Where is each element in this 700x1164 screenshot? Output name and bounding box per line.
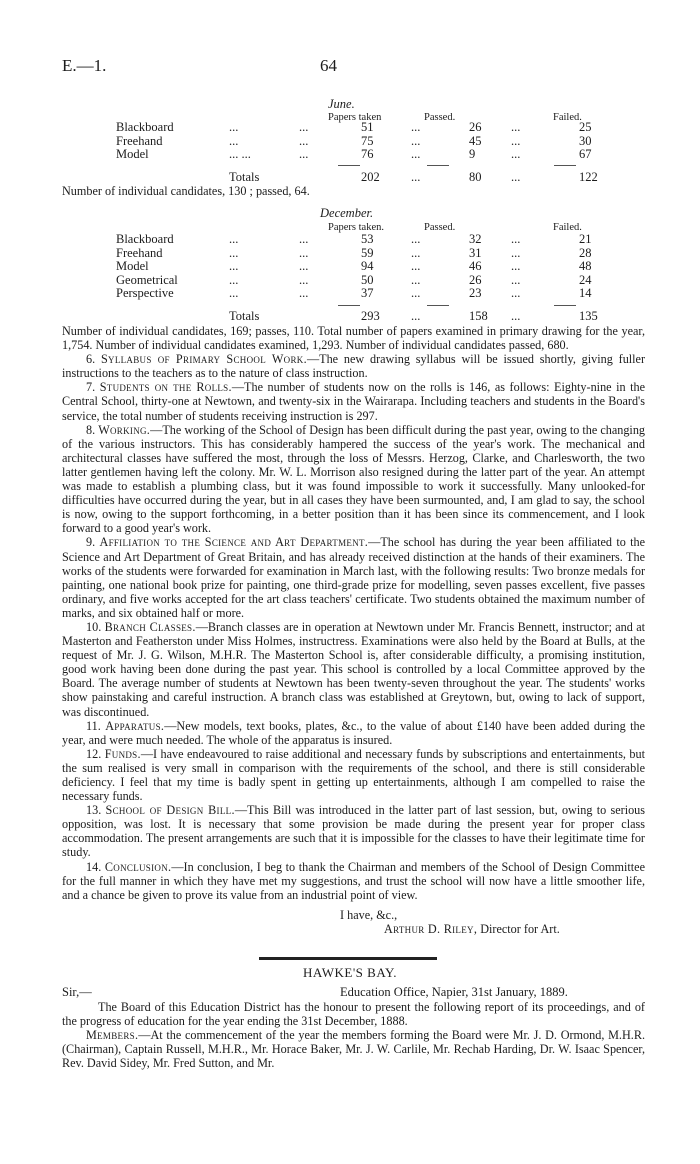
leader-dots: ... xyxy=(511,133,521,148)
leader-dots: ... xyxy=(411,170,421,184)
section-12: 12. Funds.—I have endeavoured to raise additional and necessary funds by subscriptions and entertainments, but the sum realised is very small in comparison with the requirements of the school, and there is still considerable deficiency. I feel that my time is badly spent in getting up entertainments, although I am compelled to raise the necessary funds. xyxy=(62,746,646,804)
leader-dots: ... xyxy=(229,272,239,287)
leader-dots: ... xyxy=(299,286,309,300)
subject-cell: Model xyxy=(116,147,149,161)
section-13: 13. School of Design Bill.—This Bill was introduced in the latter part of last session, but, owing to serious opposition, was lost. It is necessary that some provision be made during the present year for proper class accommodation. The present arrangements are such that it is impossible for the classes to have their legitimate time for study. xyxy=(62,803,646,860)
subject-cell: Geometrical xyxy=(116,272,178,287)
failed-cell: 28 xyxy=(579,245,592,260)
passed-cell: 9 xyxy=(469,147,476,161)
failed-cell: 48 xyxy=(579,259,592,273)
section-7: 7. Students on the Rolls.—The number of students now on the rolls is 146, as follows: Eighty-nine in the Central School, thirty-one at Newtown, and twenty-six in the Wairarapa. Including teachers and students in the Board's service, the total number of students receiving instruction is 297. xyxy=(62,380,646,423)
leader-dots: ... xyxy=(299,232,309,246)
leader-dots: ... xyxy=(299,147,309,161)
salutation: Sir,— xyxy=(62,985,92,999)
leader-dots: ... xyxy=(229,120,239,134)
leader-dots: ... xyxy=(511,286,521,300)
subject-cell: Blackboard xyxy=(116,232,174,246)
failed-cell: 21 xyxy=(579,232,592,246)
leader-dots: ... xyxy=(411,286,421,300)
passed-cell: 26 xyxy=(469,272,482,287)
june-col-papers: Papers taken xyxy=(328,112,382,123)
divider xyxy=(427,305,449,306)
passed-cell: 46 xyxy=(469,259,482,273)
table-row xyxy=(116,287,619,301)
failed-cell: 24 xyxy=(579,272,592,287)
leader-dots: ... xyxy=(511,147,521,161)
totals-label: Totals xyxy=(229,170,260,184)
leader-dots: ... xyxy=(511,309,521,323)
office-dateline: Education Office, Napier, 31st January, 1889. xyxy=(340,985,568,999)
divider xyxy=(338,305,360,306)
section-14: 14. Conclusion.—In conclusion, I beg to thank the Chairman and members of the School of Design Committee for the full manner in which they have met my suggestions, and trust the school will now have a little smoother life, and a chance be given to prove its value from an industrial point of view. xyxy=(62,859,646,902)
subject-cell: Freehand xyxy=(116,245,163,260)
leader-dots: ... ... xyxy=(229,147,251,161)
divider xyxy=(338,165,360,166)
papers-cell: 51 xyxy=(361,120,374,134)
failed-cell: 122 xyxy=(579,170,598,184)
december-caption: December. xyxy=(320,206,374,220)
papers-cell: 76 xyxy=(361,147,374,161)
leader-dots: ... xyxy=(411,232,421,246)
leader-dots: ... xyxy=(411,259,421,273)
december-totals xyxy=(116,310,619,324)
leader-dots: ... xyxy=(511,120,521,134)
papers-cell: 53 xyxy=(361,232,374,246)
members-paragraph: Members.—At the commencement of the year the members forming the Board were Mr. J. D. Ormond, M.H.R. (Chairman), Captain Russell, M.H.R., Mr. Horace Baker, Mr. J. W. Carlile, Mr. Rechab Harding, Dr. W. Isaac Spencer, Rev. David Sidey, Mr. Fred Sutton, and Mr. xyxy=(62,1028,645,1071)
table-row xyxy=(116,233,619,247)
passed-cell: 32 xyxy=(469,232,482,246)
table-row xyxy=(116,121,619,135)
leader-dots: ... xyxy=(229,232,239,246)
failed-cell: 30 xyxy=(579,133,592,148)
december-table xyxy=(116,233,619,301)
section-heading: School of Design Bill. xyxy=(105,803,235,818)
table-row xyxy=(116,260,619,274)
june-col-failed: Failed. xyxy=(553,112,582,123)
papers-cell: 75 xyxy=(361,133,374,148)
section-6: 6. Syllabus of Primary School Work.—The new drawing syllabus will be issued shortly, giving fuller instructions to the teachers as to the nature of class instruction. xyxy=(62,352,646,381)
leader-dots: ... xyxy=(299,259,309,273)
leader-dots: ... xyxy=(299,272,309,287)
section-heading: Conclusion. xyxy=(104,859,172,874)
leader-dots: ... xyxy=(229,245,239,260)
leader-dots: ... xyxy=(511,272,521,287)
december-col-papers: Papers taken. xyxy=(328,222,384,233)
table-row xyxy=(116,274,619,288)
signature-closing: I have, &c., xyxy=(340,908,398,922)
hawkes-bay-body xyxy=(62,1000,645,1070)
failed-cell: 135 xyxy=(579,309,598,323)
leader-dots: ... xyxy=(229,133,239,148)
leader-dots: ... xyxy=(299,245,309,260)
leader-dots: ... xyxy=(229,259,239,273)
divider xyxy=(554,165,576,166)
june-totals xyxy=(116,171,619,185)
june-table xyxy=(116,121,619,162)
subject-cell: Model xyxy=(116,259,149,273)
leader-dots: ... xyxy=(411,309,421,323)
june-note: Number of individual candidates, 130 ; passed, 64. xyxy=(62,184,310,198)
section-heading: Members. xyxy=(86,1028,139,1043)
leader-dots: ... xyxy=(299,133,309,148)
papers-cell: 37 xyxy=(361,286,374,300)
signatory-name: Arthur D. Riley, xyxy=(384,922,478,936)
leader-dots: ... xyxy=(511,259,521,273)
june-caption: June. xyxy=(328,97,355,111)
section-heading: Working. xyxy=(98,422,151,437)
leader-dots: ... xyxy=(511,170,521,184)
december-note: Number of individual candidates, 169; passes, 110. Total number of papers examined in primary drawing for the year, 1,754. Number of individual candidates examined, 1,293. Number of individual candidates passed, 680. xyxy=(62,324,645,353)
leader-dots: ... xyxy=(411,147,421,161)
papers-cell: 50 xyxy=(361,272,374,287)
section-8: 8. Working.—The working of the School of Design has been difficult during the past year, owing to the changing of the various instructors. This has considerably hampered the success of the year's work. The mechanical and architectural classes have suffered the most, through the loss of Messrs. Herzog, Clarke, and Charlesworth, the two latter gentlemen having left the colony. Mr. W. L. Morrison also resigned during the latter part of the year. An attempt was made to establish a plumbing class, but it was found impossible to work it successfully. Many unlooked-for difficulties have occurred during the year, but in all cases they have been surmounted, and, I am glad to say, the school is now, owing to the support forthcoming, in a better position than it has been since its commencement, and I look forward to a good year's work. xyxy=(62,422,646,536)
leader-dots: ... xyxy=(411,133,421,148)
december-col-failed: Failed. xyxy=(553,222,582,233)
papers-cell: 59 xyxy=(361,245,374,260)
december-col-passed: Passed. xyxy=(424,222,456,233)
section-heading: Students on the Rolls. xyxy=(99,380,232,395)
table-row xyxy=(116,135,619,149)
totals-row xyxy=(116,171,619,185)
subject-cell: Freehand xyxy=(116,133,163,148)
document-code: E.—1. xyxy=(62,56,107,75)
june-col-passed: Passed. xyxy=(424,112,456,123)
leader-dots: ... xyxy=(411,245,421,260)
section-11: 11. Apparatus.—New models, text books, plates, &c., to the value of about £140 have been added during the year, and were much needed. The whole of the apparatus is insured. xyxy=(62,718,645,747)
leader-dots: ... xyxy=(299,120,309,134)
signatory-title: Director for Art. xyxy=(480,922,560,936)
passed-cell: 158 xyxy=(469,309,488,323)
divider xyxy=(427,165,449,166)
section-9: 9. Affiliation to the Science and Art Department.—The school has during the year been affiliated to the Science and Art Department of Great Britain, and has already received distinction at the hands of their examiners. The works of the students were forwarded for examination in March last, with the following results: Two bronze medals for painting, one national book prize for painting, one third-grade prize for modelling, seven passes excellent, five passes ordinary, and five works accepted for the art class teachers' certificate. Two students obtained the maximum number of marks, and six obtained half or more. xyxy=(62,535,645,620)
leader-dots: ... xyxy=(411,120,421,134)
leader-dots: ... xyxy=(411,272,421,287)
table-row xyxy=(116,247,619,261)
section-10: 10. Branch Classes.—Branch classes are in operation at Newtown under Mr. Francis Bennett, instructor; and at Masterton and Featherston under Miss Holmes, instructress. Examinations were also held by the Board at Bulls, at the request of Mr. J. G. Wilson, M.H.R. The Masterton School is, after considerable difficulty, a promising institution, good work having been done during the past year. This school is controlled by a local Committee approved by the Board. The average number of students at Newtown has been twenty-seven throughout the year. The students' works show painstaking and careful instruction. A branch class was established at Greytown, but, owing to lack of support, was discontinued. xyxy=(62,619,645,719)
section-heading: Syllabus of Primary School Work. xyxy=(100,352,307,367)
papers-cell: 94 xyxy=(361,259,374,273)
page-number: 64 xyxy=(320,56,337,75)
failed-cell: 14 xyxy=(579,286,592,300)
report-body xyxy=(62,324,645,902)
leader-dots: ... xyxy=(229,286,239,300)
totals-row xyxy=(116,310,619,324)
passed-cell: 31 xyxy=(469,245,482,260)
totals-label: Totals xyxy=(229,309,260,323)
section-heading: Apparatus. xyxy=(105,718,165,733)
signature-line xyxy=(384,922,560,937)
section-heading: Funds. xyxy=(104,746,141,761)
passed-cell: 23 xyxy=(469,286,482,300)
passed-cell: 80 xyxy=(469,170,482,184)
passed-cell: 45 xyxy=(469,133,482,148)
section-separator xyxy=(259,957,437,960)
section-heading: Affiliation to the Science and Art Department. xyxy=(99,535,369,550)
hawkes-bay-heading: HAWKE'S BAY. xyxy=(303,965,397,980)
leader-dots: ... xyxy=(511,245,521,260)
divider xyxy=(554,305,576,306)
papers-cell: 293 xyxy=(361,309,380,323)
section-heading: Branch Classes. xyxy=(104,619,196,634)
subject-cell: Blackboard xyxy=(116,120,174,134)
passed-cell: 26 xyxy=(469,120,482,134)
failed-cell: 25 xyxy=(579,120,592,134)
failed-cell: 67 xyxy=(579,147,592,161)
hawkes-bay-intro: The Board of this Education District has the honour to present the following report of its proceedings, and of the progress of education for the year ending the 31st December, 1888. xyxy=(62,1000,645,1029)
papers-cell: 202 xyxy=(361,170,380,184)
subject-cell: Perspective xyxy=(116,286,174,300)
table-row xyxy=(116,148,619,162)
leader-dots: ... xyxy=(511,232,521,246)
